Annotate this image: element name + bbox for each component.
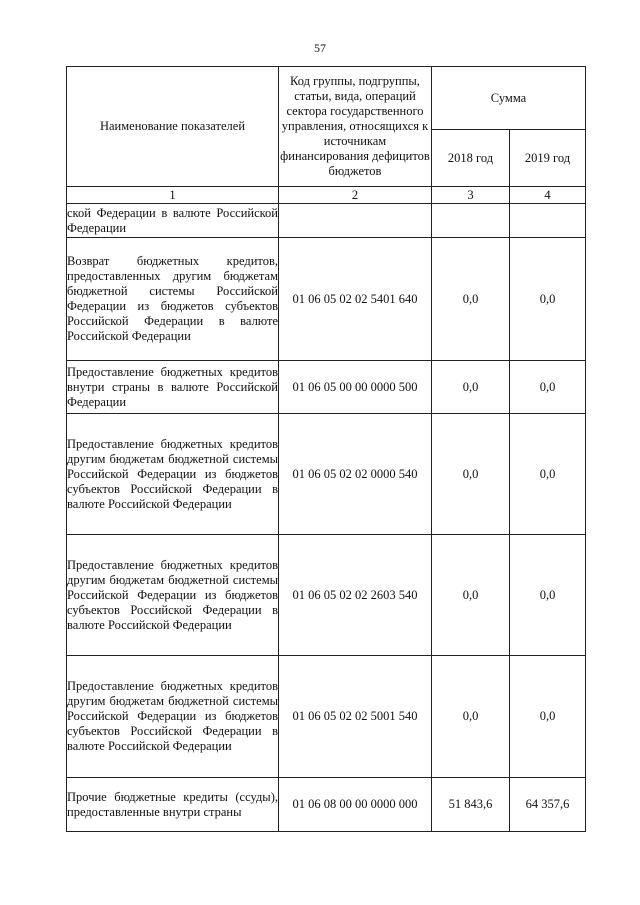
row-value-2019: 0,0 [510, 656, 586, 778]
table-row [67, 778, 586, 832]
header-year-2019: 2019 год [510, 130, 586, 187]
column-number: 3 [432, 187, 510, 204]
row-code: 01 06 05 02 02 5401 640 [279, 238, 432, 361]
row-name: Предоставление бюджетных кредитов другим бюджетам бюджетной системы Российской Федерации из бюджетов субъектов Российской Федерации в валюте Российской Федерации [67, 414, 279, 535]
row-code [279, 204, 432, 238]
row-name: ской Федерации в валюте Российской Федерации [67, 204, 279, 238]
row-value-2019: 0,0 [510, 414, 586, 535]
header-sum: Сумма [432, 67, 586, 130]
row-value-2019: 0,0 [510, 361, 586, 414]
row-value-2019 [510, 204, 586, 238]
row-code: 01 06 05 00 00 0000 500 [279, 361, 432, 414]
row-code: 01 06 05 02 02 2603 540 [279, 535, 432, 656]
row-code: 01 06 08 00 00 0000 000 [279, 778, 432, 832]
row-value-2019: 0,0 [510, 535, 586, 656]
row-value-2018: 0,0 [432, 238, 510, 361]
header-year-2018: 2018 год [432, 130, 510, 187]
table-row [67, 414, 586, 535]
table-row [67, 656, 586, 778]
row-name: Предоставление бюджетных кредитов другим бюджетам бюджетной системы Российской Федерации из бюджетов субъектов Российской Федерации в валюте Российской Федерации [67, 535, 279, 656]
row-value-2018: 0,0 [432, 656, 510, 778]
budget-sources-table [66, 66, 586, 832]
row-name: Прочие бюджетные кредиты (ссуды), предоставленные внутри страны [67, 778, 279, 832]
column-number: 4 [510, 187, 586, 204]
table-row [67, 238, 586, 361]
table-header-row [67, 67, 586, 130]
table-row [67, 204, 586, 238]
table-row [67, 361, 586, 414]
page-number: 57 [314, 41, 326, 55]
row-value-2018: 0,0 [432, 535, 510, 656]
row-value-2018: 0,0 [432, 361, 510, 414]
row-value-2019: 64 357,6 [510, 778, 586, 832]
row-name: Предоставление бюджетных кредитов внутри страны в валюте Российской Федерации [67, 361, 279, 414]
row-code: 01 06 05 02 02 5001 540 [279, 656, 432, 778]
table-row [67, 535, 586, 656]
row-name: Возврат бюджетных кредитов, предоставленных другим бюджетам бюджетной системы Российской Федерации из бюджетов субъектов Российской Федерации в валюте Российской Федерации [67, 238, 279, 361]
column-number: 1 [67, 187, 279, 204]
row-name: Предоставление бюджетных кредитов другим бюджетам бюджетной системы Российской Федерации из бюджетов субъектов Российской Федерации в валюте Российской Федерации [67, 656, 279, 778]
header-indicator-name: Наименование показателей [67, 67, 279, 187]
column-number: 2 [279, 187, 432, 204]
row-value-2018: 0,0 [432, 414, 510, 535]
row-value-2019: 0,0 [510, 238, 586, 361]
row-value-2018 [432, 204, 510, 238]
header-code: Код группы, подгруппы, статьи, вида, операций сектора государственного управления, относящихся к источникам финансирования дефицитов бюджетов [279, 67, 432, 187]
row-code: 01 06 05 02 02 0000 540 [279, 414, 432, 535]
row-value-2018: 51 843,6 [432, 778, 510, 832]
column-numbers-row [67, 187, 586, 204]
